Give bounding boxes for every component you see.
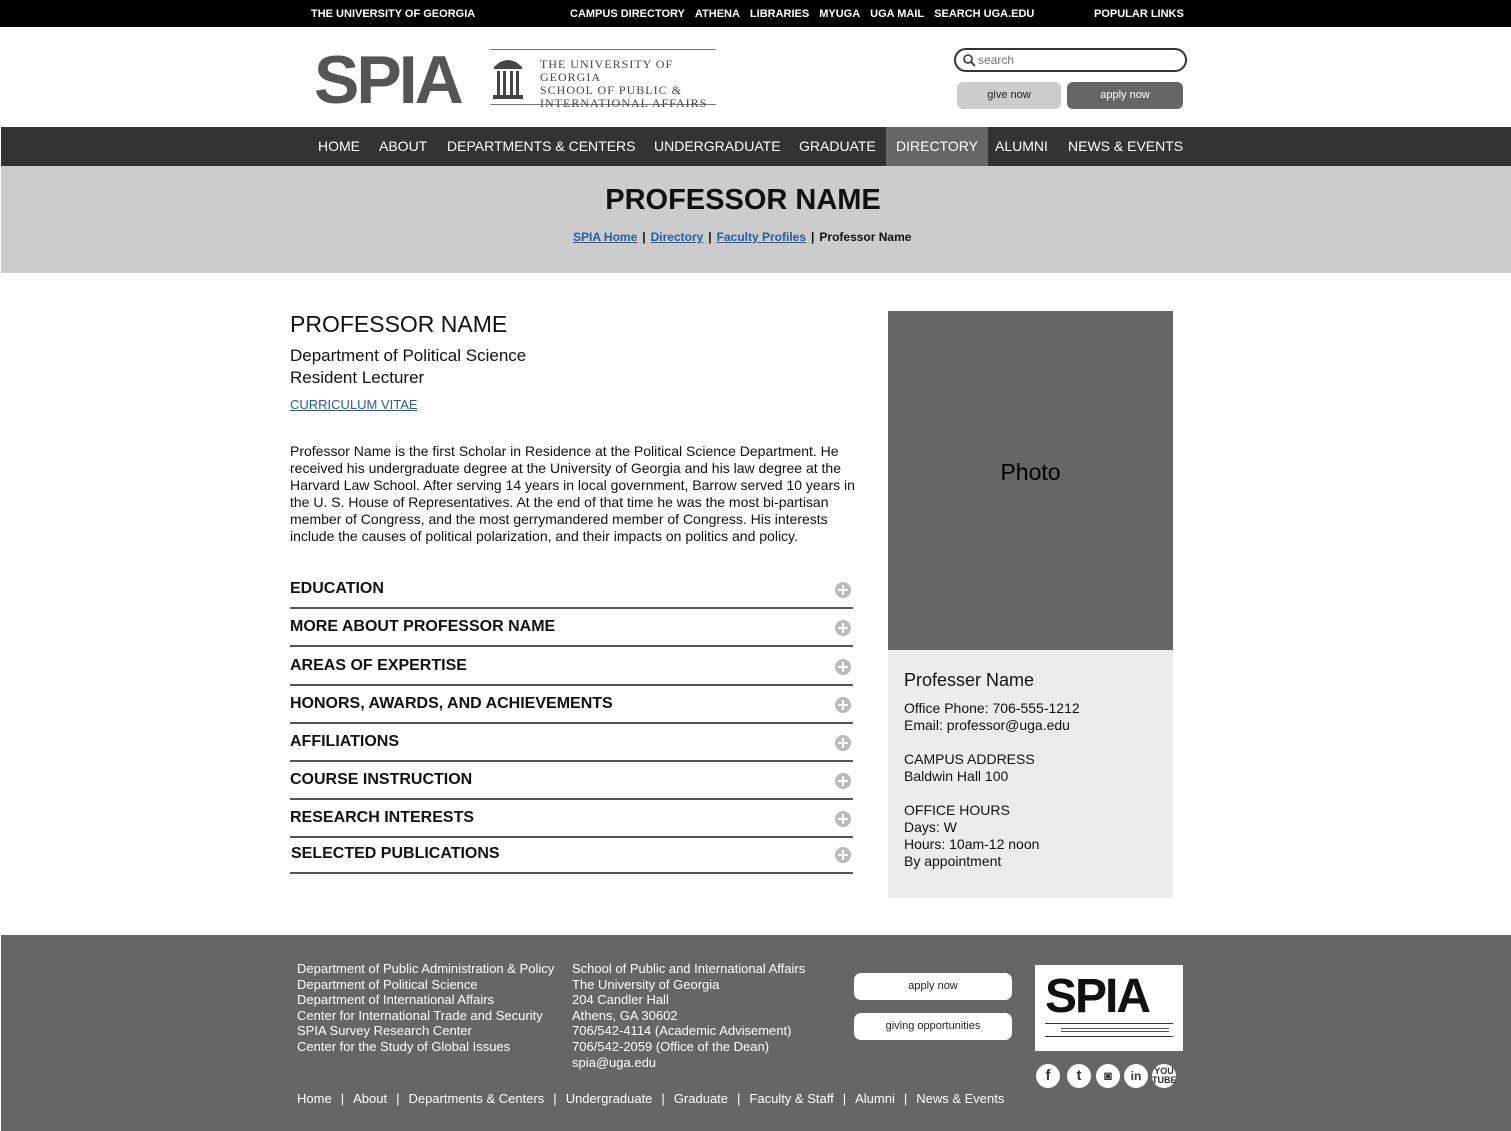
accordion-label: EDUCATION	[290, 580, 384, 597]
footer-nav-departments[interactable]: Departments & Centers	[408, 1091, 545, 1106]
breadcrumb-faculty-profiles[interactable]: Faculty Profiles	[716, 230, 807, 244]
apply-now-button[interactable]: apply now	[1067, 82, 1183, 109]
accordion-selected-publications[interactable]	[290, 837, 853, 874]
utility-link-libraries[interactable]: LIBRARIES	[749, 8, 810, 20]
breadcrumb: SPIA Home | Directory | Faculty Profiles | Professor Name	[573, 230, 912, 244]
contact-card	[888, 650, 1173, 898]
breadcrumb-current: Professor Name	[819, 230, 912, 244]
office-hours-heading: OFFICE HOURS	[904, 802, 1010, 818]
footer-spia-logo[interactable]	[1035, 965, 1183, 1051]
accordion-label: COURSE INSTRUCTION	[290, 771, 473, 788]
footer-dept-link[interactable]: SPIA Survey Research Center	[297, 1023, 472, 1039]
nav-about[interactable]: ABOUT	[379, 138, 428, 154]
uga-link[interactable]: THE UNIVERSITY OF GEORGIA	[311, 8, 476, 20]
footer-logo-wordmark: SPIA	[1045, 970, 1150, 1023]
expand-plus-icon[interactable]	[835, 620, 851, 636]
linkedin-icon[interactable]: in	[1124, 1064, 1148, 1088]
footer-dept-link[interactable]: Department of International Affairs	[297, 992, 495, 1008]
search-icon[interactable]	[962, 53, 976, 67]
logo-subtitle: THE UNIVERSITY OF GEORGIA SCHOOL OF PUBLIC & INTERNATIONAL AFFAIRS	[540, 57, 708, 110]
footer-nav-news-events[interactable]: News & Events	[916, 1091, 1005, 1106]
expand-plus-icon[interactable]	[835, 735, 851, 751]
accordion-label: AFFILIATIONS	[290, 733, 400, 750]
office-phone: Office Phone: 706-555-1212	[904, 700, 1080, 716]
utility-bar	[0, 0, 1511, 27]
contact-name: Professer Name	[904, 670, 1035, 690]
footer-dept-link[interactable]: Department of Public Administration & Policy	[297, 961, 555, 976]
nav-alumni[interactable]: ALUMNI	[995, 138, 1048, 154]
spacer	[904, 785, 1080, 802]
accordion-label: MORE ABOUT PROFESSOR NAME	[290, 618, 556, 635]
accordion-course-instruction[interactable]	[290, 763, 853, 800]
spia-logo[interactable]	[314, 42, 718, 118]
nav-undergraduate[interactable]: UNDERGRADUATE	[654, 138, 781, 154]
instagram-icon[interactable]: ◙	[1096, 1064, 1120, 1088]
search-box	[954, 48, 1187, 72]
campus-address-heading: CAMPUS ADDRESS	[904, 751, 1035, 767]
footer-nav-home[interactable]: Home	[297, 1091, 332, 1106]
footer-apply-button[interactable]: apply now	[854, 973, 1012, 1000]
email-address[interactable]: Email: professor@uga.edu	[904, 717, 1070, 733]
profile-department: Department of Political Science	[290, 346, 527, 365]
search-input[interactable]	[978, 51, 1178, 69]
footer-nav-faculty-staff[interactable]: Faculty & Staff	[749, 1091, 834, 1106]
accordion-label: SELECTED PUBLICATIONS	[291, 845, 500, 862]
accordion-label: HONORS, AWARDS, AND ACHIEVEMENTS	[290, 695, 613, 712]
youtube-icon[interactable]: YOU TUBE	[1152, 1064, 1176, 1088]
profile-bio: Professor Name is the first Scholar in Residence at the Political Science Department. He received his undergraduate degree at the University of Georgia and his law degree at the Harvard Law School. After serving 14 years in local government, Barrow served 10 years in the U. S. House of Representatives. At the end of that time he was the most bi-partisan member of Congress, and the most gerrymandered member of Congress. His interests include the causes of political polarization, and their impacts on politics and policy.	[290, 443, 855, 544]
campus-address: Baldwin Hall 100	[904, 768, 1009, 784]
footer-nav-undergraduate[interactable]: Undergraduate	[565, 1091, 653, 1106]
footer-dept-link[interactable]: Department of Political Science	[297, 976, 478, 992]
footer-address: School of Public and International Affairs The University of Georgia 204 Candler Hall Athens, GA 30602 706/542-4114 (Academic Advisement) 706/542-2059 (Office of the Dean) spia@uga.edu	[572, 961, 806, 1070]
expand-plus-icon[interactable]	[835, 659, 851, 675]
utility-link-uga-mail[interactable]: UGA MAIL	[870, 8, 925, 20]
utility-link-athena[interactable]: ATHENA	[694, 8, 740, 20]
nav-home[interactable]: HOME	[318, 138, 360, 154]
popular-links-menu[interactable]: POPULAR LINKS	[1094, 8, 1184, 20]
give-now-button[interactable]: give now	[957, 82, 1061, 109]
profile-name: PROFESSOR NAME	[290, 311, 508, 337]
office-hours: Hours: 10am-12 noon	[904, 836, 1040, 852]
footer-nav-about[interactable]: About	[353, 1091, 388, 1106]
utility-link-campus-directory[interactable]: CAMPUS DIRECTORY	[570, 8, 685, 20]
footer-nav-alumni[interactable]: Alumni	[855, 1091, 895, 1106]
profile-affiliation	[290, 345, 526, 389]
accordion-research-interests[interactable]	[290, 801, 853, 838]
utility-link-myuga[interactable]: MYUGA	[819, 8, 861, 20]
accordion-label: RESEARCH INTERESTS	[290, 809, 475, 826]
expand-plus-icon[interactable]	[835, 811, 851, 827]
expand-plus-icon[interactable]	[835, 773, 851, 789]
main-nav	[1, 127, 1511, 166]
utility-link-search-uga[interactable]: SEARCH UGA.EDU	[934, 8, 1035, 20]
expand-plus-icon[interactable]	[835, 847, 851, 863]
footer-nav: Home | About | Departments & Centers | Undergraduate | Graduate | Faculty & Staff | Alumni | News & Events	[297, 1091, 1005, 1106]
breadcrumb-spia-home[interactable]: SPIA Home	[573, 230, 638, 244]
expand-plus-icon[interactable]	[835, 582, 851, 598]
accordion-more-about[interactable]	[290, 610, 853, 647]
nav-departments[interactable]: DEPARTMENTS & CENTERS	[447, 138, 636, 154]
facebook-icon[interactable]: f	[1036, 1064, 1060, 1088]
spacer	[904, 734, 1080, 751]
accordion-education[interactable]	[290, 572, 853, 609]
nav-directory[interactable]: DIRECTORY	[886, 127, 988, 166]
page-header-band	[1, 166, 1511, 273]
accordion-affiliations[interactable]	[290, 725, 853, 762]
photo-label: Photo	[1000, 459, 1061, 485]
footer-departments	[297, 961, 554, 1055]
footer-email[interactable]: spia@uga.edu	[572, 1054, 657, 1070]
logo-wordmark: SPIA	[314, 42, 461, 118]
page-title: PROFESSOR NAME	[605, 184, 881, 216]
footer-giving-button[interactable]: giving opportunities	[854, 1013, 1012, 1040]
nav-news-events[interactable]: NEWS & EVENTS	[1068, 138, 1184, 154]
profile-photo-placeholder	[888, 311, 1173, 650]
accordion-honors[interactable]	[290, 687, 853, 724]
arch-icon	[490, 53, 526, 101]
footer-nav-graduate[interactable]: Graduate	[673, 1091, 729, 1106]
office-days: Days: W	[904, 819, 957, 835]
accordion-areas-of-expertise[interactable]	[290, 649, 853, 686]
utility-links	[570, 8, 1044, 20]
accordion-label: AREAS OF EXPERTISE	[290, 657, 467, 674]
nav-graduate[interactable]: GRADUATE	[799, 138, 876, 154]
contact-info	[904, 700, 1080, 870]
site-footer	[1, 935, 1511, 1131]
by-appointment: By appointment	[904, 853, 1002, 869]
profile-role: Resident Lecturer	[290, 368, 425, 387]
footer-dept-link[interactable]: Center for International Trade and Security	[297, 1007, 543, 1023]
cv-link[interactable]: CURRICULUM VITAE	[290, 397, 418, 412]
footer-dept-link[interactable]: Center for the Study of Global Issues	[297, 1038, 511, 1054]
twitter-icon[interactable]: t	[1067, 1064, 1091, 1088]
expand-plus-icon[interactable]	[835, 697, 851, 713]
footer-logo-subtitle	[1045, 1023, 1173, 1037]
breadcrumb-directory[interactable]: Directory	[650, 230, 704, 244]
